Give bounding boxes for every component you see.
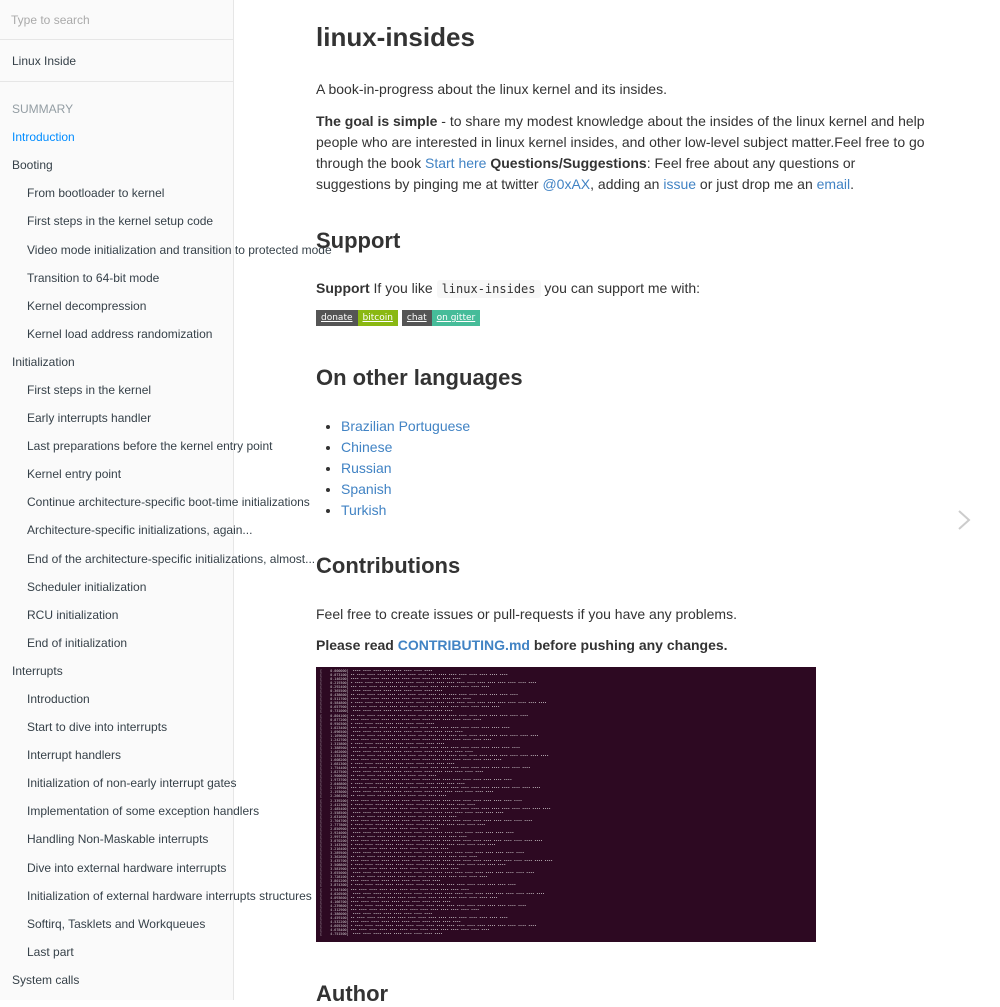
- sidebar-item-label: Architecture-specific initializations, again...: [27, 523, 253, 538]
- terminal-line: [ 2.266100] •• •••• •••• •••• •••• •••• •••• •••• •••• ••••: [320, 794, 447, 799]
- support-badges: [316, 310, 480, 326]
- terminal-line: [ 0.511700] •••• •••• •••• •••• •••• •••• •••• •••• •••• •••• •••• ••••: [320, 697, 472, 702]
- author-heading: Author: [316, 981, 389, 1006]
- chevron-right-icon: [957, 509, 971, 531]
- goal-paragraph: [316, 111, 926, 195]
- terminal-line: [ 1.242700] •••• •••• •••• •••• •••• •••• •••• •••• •••• •••• •••• •••• •••• ••••: [320, 737, 492, 742]
- language-link-turkish[interactable]: Turkish: [341, 502, 387, 518]
- sidebar-item-label: Initialization of external hardware interrupts structures: [27, 888, 312, 903]
- terminal-line: [ 1.827500] •••• •••• •••• •••• •••• •••• •••• •••• •••• •••• •••• •••• ••••: [320, 770, 484, 775]
- next-page-button[interactable]: [952, 508, 976, 532]
- sidebar-item-last-preparations-before-the-kernel-entry-point[interactable]: [0, 432, 273, 460]
- terminal-line: [ 1.900600] •• •••• •••• •••• •••• •••• •••• •••• ••••: [320, 774, 437, 779]
- language-link-chinese[interactable]: Chinese: [341, 439, 393, 455]
- intro-text: A book-in-progress about the linux kernel and its insides.: [316, 81, 667, 97]
- sidebar-item-label: Transition to 64-bit mode: [27, 270, 160, 285]
- search-box: [0, 0, 233, 40]
- terminal-line: [ 0.438600] •• •••• •••• •••• •••• •••• •••• •••• •••• •••• •••• •••• •••• •••• •••• •••• ••••: [320, 693, 519, 698]
- list-item: [341, 479, 470, 500]
- terminal-line: [ 4.751500] •••• •••• •••• •••• •••• •••• •••• •••• ••••: [320, 932, 443, 937]
- terminal-line: [ 2.924000] •••• •••• •••• •••• •••• •••• •••• •••• •••• •••• •••• •••• •••• •••• •••• ••••: [320, 830, 514, 835]
- list-item: [341, 458, 470, 479]
- terminal-line: [ 4.312900] ••• •••• •••• •••• •••• •••• •••• •••• •••• •••• •••• •••• ••••: [320, 907, 480, 912]
- terminal-line: [ 3.289500] •••• •••• •••• •••• •••• •••• •••• •••• •••• •••• •••• •••• •••• •••• •••• •••• ••••: [320, 851, 525, 856]
- terminal-line: [ 3.947400] ••• •••• •••• •••• •••• •••• •••• •••• •••• •••• •••• ••••: [320, 887, 470, 892]
- sidebar-item-implementation-of-some-exception-handlers[interactable]: [0, 797, 260, 825]
- sidebar-item-system-calls[interactable]: [0, 966, 233, 994]
- search-input[interactable]: [11, 13, 222, 27]
- book-title-label: Linux Inside: [12, 53, 77, 68]
- sidebar-item-label: SUMMARY: [12, 102, 74, 117]
- sidebar-item-from-bootloader-to-kernel[interactable]: [0, 179, 233, 207]
- sidebar-item-end-of-the-architecture-specific-initializations-almost[interactable]: [0, 545, 316, 573]
- sidebar-item-label: First steps in the kernel setup code: [27, 214, 214, 229]
- start-here-link[interactable]: Start here: [424, 155, 487, 171]
- contributing-paragraph: [316, 635, 926, 656]
- badge-left-label: chat: [402, 310, 432, 326]
- terminal-line: [ 4.459100] •• •••• •••• •••• •••• •••• •••• •••• •••• •••• •••• •••• •••• •••• •••• ••••: [320, 915, 508, 920]
- sidebar-item-label: Softirq, Tasklets and Workqueues: [27, 916, 206, 931]
- sidebar-item-label: Video mode initialization and transition to protected mode: [27, 242, 332, 257]
- list-item: [341, 416, 470, 437]
- terminal-line: [ 1.973700] •••• •••• •••• •••• •••• •••• •••• •••• •••• •••• •••• •••• •••• •••• •••• ••••: [320, 778, 512, 783]
- sidebar-item-start-to-dive-into-interrupts[interactable]: [0, 713, 233, 741]
- support-paragraph: [316, 278, 926, 300]
- terminal-line: [ 1.462000] •••• •••• •••• •••• •••• •••• •••• •••• •••• •••• •••• ••••: [320, 749, 474, 754]
- terminal-line: [ 1.169600] •• •••• •••• •••• •••• •••• •••• •••• •••• •••• •••• •••• •••• •••• •••• •••• •••• •••• ••••: [320, 733, 539, 738]
- sidebar-item-label: Continue architecture-specific boot-time initializations: [27, 495, 310, 510]
- sidebar-item-initialization-of-external-hardware-interrupts-structures[interactable]: [0, 882, 312, 910]
- sidebar-item-booting[interactable]: [0, 151, 233, 179]
- terminal-line: [ 1.681300] • •••• •••• •••• •••• •••• •••• •••• •••• •••• ••••: [320, 762, 455, 767]
- contributions-heading: Contributions: [316, 553, 461, 578]
- terminal-line: [ 4.532200] •••• •••• •••• •••• •••• •••• •••• •••• •••• •••• ••••: [320, 919, 461, 924]
- terminal-line: [ 0.365500] •••• •••• •••• •••• •••• •••• •••• •••• ••••: [320, 689, 443, 694]
- terminal-line: [ 1.388900] ••• •••• •••• •••• •••• •••• •••• •••• •••• •••• •••• •••• •••• •••• •••• •••• ••••: [320, 745, 521, 750]
- sidebar-item-introduction[interactable]: [0, 685, 233, 713]
- sidebar-item-label: Last preparations before the kernel entry point: [27, 439, 273, 454]
- issue-prefix-text: , adding an: [590, 176, 664, 192]
- terminal-line: [ 4.020500] •••• •••• •••• •••• •••• •••• •••• •••• •••• •••• •••• •••• •••• •••• •••• •••• •••• •••• ••••: [320, 891, 545, 896]
- terminal-line: [ 0.000000] •••• •••• •••• •••• •••• •••• •••• ••••: [320, 669, 433, 673]
- sidebar-item-label: Dive into external hardware interrupts: [27, 860, 227, 875]
- contributing-link[interactable]: CONTRIBUTING.md: [397, 637, 530, 653]
- language-link-brazilian-portuguese[interactable]: Brazilian Portuguese: [341, 418, 471, 434]
- sidebar-item-early-interrupts-handler[interactable]: [0, 404, 233, 432]
- terminal-line: [ 2.631600] •• •••• •••• •••• •••• •••• •••• •••• •••• •••• ••••: [320, 814, 457, 819]
- sidebar-item-end-of-initialization[interactable]: [0, 629, 233, 657]
- terminal-line: [ 0.584800] • •••• •••• •••• •••• •••• •••• •••• •••• •••• •••• •••• •••• •••• •••• •••• •••• •••• •••• ••••: [320, 701, 547, 706]
- terminal-line: [ 3.874300] • •••• •••• •••• •••• •••• •••• •••• •••• •••• •••• •••• •••• •••• •••• •••• ••••: [320, 883, 516, 888]
- sidebar-item-video-mode-initialization-and-transition-to-protected-mode[interactable]: [0, 235, 332, 263]
- sidebar-item-label: Initialization of non-early interrupt gates: [27, 776, 237, 791]
- sidebar-item-kernel-decompression[interactable]: [0, 292, 233, 320]
- terminal-line: [ 0.146200] •••• •••• •••• •••• •••• •••• •••• •••• •••• •••• ••••: [320, 677, 461, 682]
- sidebar-item-label: Handling Non-Maskable interrupts: [27, 832, 209, 847]
- sidebar-item-label: End of the architecture-specific initializations, almost...: [27, 551, 316, 566]
- terminal-line: [ 4.239800] • •••• •••• •••• •••• •••• •••• •••• •••• •••• •••• •••• •••• •••• •••• •••• •••• ••••: [320, 903, 527, 908]
- badge-right-label: on gitter: [432, 310, 481, 326]
- sidebar-item-kernel-load-address-randomization[interactable]: [0, 320, 233, 348]
- terminal-line: [ 3.216400] ••• •••• •••• •••• •••• •••• •••• •••• •••• ••••: [320, 847, 449, 852]
- sidebar-item-label: Booting: [12, 158, 53, 173]
- list-item: [341, 500, 470, 521]
- terminal-line: [ 4.678400] ••• •••• •••• •••• •••• •••• •••• •••• •••• •••• •••• •••• •••• ••••: [320, 928, 490, 932]
- terminal-line: [ 0.219300] • •••• •••• •••• •••• •••• •••• •••• •••• •••• •••• •••• •••• •••• •••• •••• •••• •••• ••••: [320, 681, 537, 686]
- terminal-line: [ 3.801200] •••• •••• •••• •••• •••• •••• •••• •••• ••••: [320, 879, 441, 884]
- terminal-line: [ 1.754400] ••• •••• •••• •••• •••• •••• •••• •••• •••• •••• •••• •••• •••• •••• •••• •••• •••• ••••: [320, 766, 531, 771]
- terminal-line: [ 0.292400] ••• •••• •••• •••• •••• •••• •••• •••• •••• •••• •••• •••• •••• ••••: [320, 685, 490, 690]
- terminal-line: [ 4.605300] • •••• •••• •••• •••• •••• •••• •••• •••• •••• •••• •••• •••• •••• •••• •••• •••• •••• ••••: [320, 923, 537, 928]
- terminal-line: [ 3.655000] •••• •••• •••• •••• •••• •••• •••• •••• •••• •••• •••• •••• •••• •••• •••• •••• •••• ••••: [320, 871, 535, 876]
- terminal-line: [ 1.608200] •••• •••• •••• •••• •••• •••• •••• •••• •••• •••• •••• •••• •••• •••• ••••: [320, 758, 502, 763]
- sidebar-item-label: Introduction: [12, 130, 75, 145]
- terminal-line: [ 0.657900] ••• •••• •••• •••• •••• •••• •••• •••• •••• •••• •••• •••• •••• •••• ••••: [320, 705, 500, 710]
- terminal-line: [ 0.731000] •••• •••• •••• •••• •••• •••• •••• •••• •••• ••••: [320, 709, 453, 714]
- terminal-line: [ 1.535100] •• •••• •••• •••• •••• •••• •••• •••• •••• •••• •••• •••• •••• •••• •••• •••• •••• •••• •••• ••••: [320, 753, 549, 758]
- sidebar-item-scheduler-initialization[interactable]: [0, 573, 233, 601]
- contributions-text: Feel free to create issues or pull-requests if you have any problems.: [316, 606, 737, 622]
- support-bold: Support: [316, 280, 370, 296]
- sidebar-item-interrupt-handlers[interactable]: [0, 741, 233, 769]
- sidebar-item-label: RCU initialization: [27, 607, 119, 622]
- terminal-line: [ 2.777800] • •••• •••• •••• •••• •••• •••• •••• •••• •••• •••• •••• •••• ••••: [320, 822, 486, 827]
- book-title-link[interactable]: [0, 40, 233, 82]
- sidebar-item-first-steps-in-the-kernel[interactable]: [0, 376, 233, 404]
- languages-heading: On other languages: [316, 365, 523, 390]
- sidebar-item-label: Kernel entry point: [27, 467, 122, 482]
- page-title: linux-insides: [316, 22, 475, 52]
- sidebar-item-softirq-tasklets-and-workqueues[interactable]: [0, 910, 233, 938]
- sidebar-item-label: Early interrupts handler: [27, 411, 152, 426]
- languages-list: [341, 416, 470, 521]
- issue-link[interactable]: issue: [663, 176, 697, 192]
- sidebar-item-label: Introduction: [27, 692, 90, 707]
- chat-gitter-badge[interactable]: [402, 310, 480, 326]
- terminal-line: [ 1.023400] ••• •••• •••• •••• •••• •••• •••• •••• •••• •••• •••• •••• •••• •••• •••• ••••: [320, 725, 510, 730]
- support-heading: Support: [316, 228, 401, 253]
- terminal-line: [ 3.362600] •• •••• •••• •••• •••• •••• •••• •••• •••• •••• •••• •••• ••••: [320, 855, 478, 860]
- sidebar-item-introduction[interactable]: [0, 123, 233, 151]
- sidebar-item-transition-to-64-bit-mode[interactable]: [0, 264, 233, 292]
- sidebar-item-first-steps-in-the-kernel-setup-code[interactable]: [0, 207, 233, 235]
- summary-header: [0, 95, 233, 123]
- sidebar-item-initialization[interactable]: [0, 348, 233, 376]
- sidebar-item-handling-non-maskable-interrupts[interactable]: [0, 825, 233, 853]
- terminal-line: [ 3.435700] •••• •••• •••• •••• •••• •••• •••• •••• •••• •••• •••• •••• •••• •••• •••• •••• •••• •••• •••• ••••: [320, 859, 553, 864]
- terminal-line: [ 0.950300] • •••• •••• •••• •••• •••• •••• •••• ••••: [320, 721, 435, 726]
- boot-log-screenshot: [316, 667, 816, 942]
- sidebar-item-label: Start to dive into interrupts: [27, 720, 168, 735]
- sidebar-item-label: Kernel load address randomization: [27, 326, 213, 341]
- terminal-line: [ 2.193000] •••• •••• •••• •••• •••• •••• •••• •••• •••• •••• •••• •••• •••• ••••: [320, 790, 494, 795]
- sidebar-item-interrupts[interactable]: [0, 657, 233, 685]
- sidebar-item-kernel-entry-point[interactable]: [0, 460, 233, 488]
- sidebar-item-initialization-of-non-early-interrupt-gates[interactable]: [0, 769, 237, 797]
- sidebar: [0, 0, 332, 1000]
- sidebar-item-label: System calls: [12, 972, 80, 987]
- twitter-link[interactable]: @0xAX: [542, 176, 591, 192]
- sidebar-item-last-part[interactable]: [0, 938, 233, 966]
- sidebar-item-label: Interrupt handlers: [27, 748, 122, 763]
- badge-right-label: bitcoin: [358, 310, 398, 326]
- terminal-line: [ 3.070200] •••• •••• •••• •••• •••• •••• •••• •••• •••• •••• •••• •••• •••• •••• •••• •••• •••• •••• ••••: [320, 838, 543, 843]
- sidebar-item-rcu-initialization[interactable]: [0, 601, 233, 629]
- sidebar-item-label: First steps in the kernel: [27, 382, 152, 397]
- email-link[interactable]: email: [816, 176, 851, 192]
- terminal-line: [ 2.558500] •••• •••• •••• •••• •••• •••• •••• •••• •••• •••• •••• •••• •••• •••• ••••: [320, 810, 504, 815]
- questions-bold: Questions/Suggestions: [490, 155, 647, 171]
- questions-text: : Feel free about any questions or suggestions by pinging me at twitter: [316, 155, 856, 192]
- badge-left-label: donate: [316, 310, 358, 326]
- language-link-spanish[interactable]: Spanish: [341, 481, 392, 497]
- terminal-line: [ 4.166700] •••• •••• •••• •••• •••• •••• •••• •••• •••• ••••: [320, 899, 451, 904]
- contributing-prefix: Please read: [316, 637, 398, 653]
- support-text-2: you can support me with:: [540, 280, 701, 296]
- sidebar-item-dive-into-external-hardware-interrupts[interactable]: [0, 854, 233, 882]
- contributing-suffix: before pushing any changes.: [529, 637, 728, 653]
- terminal-line: [ 0.804100] •• •••• •••• •••• •••• •••• •••• •••• •••• •••• •••• •••• •••• •••• •••• •••• •••• ••••: [320, 713, 529, 718]
- terminal-line: [ 3.143300] • •••• •••• •••• •••• •••• •••• •••• •••• •••• •••• •••• •••• •••• ••••: [320, 843, 496, 848]
- terminal-line: [ 2.339200] •••• •••• •••• •••• •••• •••• •••• •••• •••• •••• •••• •••• •••• •••• •••• •••• ••••: [320, 798, 523, 803]
- sidebar-item-label: Scheduler initialization: [27, 579, 147, 594]
- terminal-line: [ 1.315800] • •••• •••• •••• •••• •••• •••• •••• •••• ••••: [320, 741, 445, 746]
- sidebar-item-label: Kernel decompression: [27, 298, 147, 313]
- terminal-line: [ 0.073100] •• •••• •••• •••• •••• •••• •••• •••• •••• •••• •••• •••• •••• •••• •••• ••••: [320, 673, 508, 678]
- language-link-russian[interactable]: Russian: [341, 460, 392, 476]
- terminal-line: [ 4.093600] •• •••• •••• •••• •••• •••• •••• •••• •••• •••• •••• •••• •••• •••• ••••: [320, 895, 498, 900]
- terminal-line: [ 3.728100] •• •••• •••• •••• •••• •••• •••• •••• •••• •••• •••• •••• •••• ••••: [320, 875, 488, 880]
- terminal-line: [ 0.877200] •••• •••• •••• •••• •••• •••• •••• •••• •••• •••• •••• •••• ••••: [320, 717, 482, 722]
- sidebar-item-label: End of initialization: [27, 635, 128, 650]
- terminal-line: [ 2.046800] • •••• •••• •••• •••• •••• •••• •••• •••• •••• •••• ••••: [320, 782, 465, 787]
- terminal-line: [ 2.704700] •••• •••• •••• •••• •••• •••• •••• •••• •••• •••• •••• •••• •••• •••• •••• •••• •••• ••••: [320, 818, 533, 823]
- terminal-line: [ 1.096500] •••• •••• •••• •••• •••• •••• •••• •••• •••• •••• ••••: [320, 729, 463, 734]
- terminal-line: [ 3.508800] • •••• •••• •••• •••• •••• •••• •••• •••• •••• •••• •••• •••• •••• •••• ••••: [320, 863, 506, 868]
- terminal-line: [ 2.119900] ••• •••• •••• •••• •••• •••• •••• •••• •••• •••• •••• •••• •••• •••• •••• •••• •••• •••• ••••: [320, 786, 541, 791]
- sidebar-item-label: Interrupts: [12, 663, 63, 678]
- sidebar-item-label: From bootloader to kernel: [27, 186, 165, 201]
- sidebar-item-label: Implementation of some exception handlers: [27, 804, 260, 819]
- email-prefix-text: or just drop me an: [696, 176, 817, 192]
- terminal-line: [ 2.997100] •• •••• •••• •••• •••• •••• •••• •••• •••• •••• •••• ••••: [320, 834, 467, 839]
- terminal-line: [ 2.412300] • •••• •••• •••• •••• •••• •••• •••• •••• •••• •••• •••• ••••: [320, 802, 476, 807]
- terminal-line: [ 2.850900] ••• •••• •••• •••• •••• •••• •••• •••• ••••: [320, 826, 439, 831]
- terminal-line: [ 3.581900] ••• •••• •••• •••• •••• •••• •••• •••• •••• •••• ••••: [320, 867, 459, 872]
- goal-end-text: .: [850, 176, 854, 192]
- goal-bold: The goal is simple: [316, 113, 438, 129]
- goal-text: - to share my modest knowledge about the insides of the linux kernel and help people who are interested in linux kernel insides, and other low-level subject matter.Feel free to go through the book: [316, 113, 925, 171]
- donate-bitcoin-badge[interactable]: [316, 310, 398, 326]
- summary-nav: [0, 82, 332, 994]
- terminal-line: [ 4.386000] •••• •••• •••• •••• •••• •••• •••• ••••: [320, 911, 433, 916]
- sidebar-item-architecture-specific-initializations-again[interactable]: [0, 516, 253, 544]
- sidebar-item-label: Initialization: [12, 354, 75, 369]
- list-item: [341, 437, 470, 458]
- inline-code: linux-insides: [437, 280, 541, 298]
- sidebar-item-label: Last part: [27, 944, 74, 959]
- terminal-line: [ 2.485400] ••• •••• •••• •••• •••• •••• •••• •••• •••• •••• •••• •••• •••• •••• •••• •••• •••• •••• •••• ••••: [320, 806, 551, 811]
- support-text-1: If you like: [369, 280, 437, 296]
- sidebar-item-continue-architecture-specific-boot-time-initializations[interactable]: [0, 488, 310, 516]
